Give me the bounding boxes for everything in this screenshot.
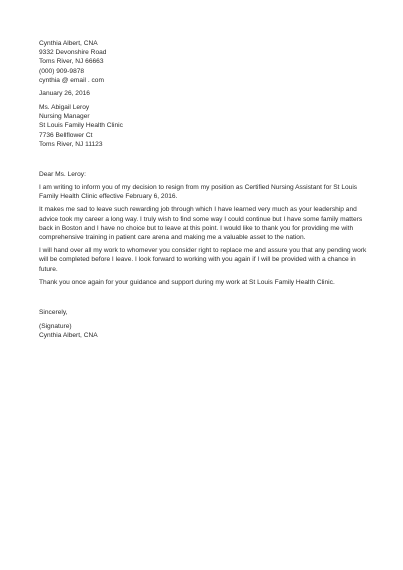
recipient-city: Toms River, NJ 11123	[39, 140, 103, 148]
sender-email: cynthia @ email . com	[39, 76, 104, 84]
recipient-organization: St Louis Family Health Clinic	[39, 122, 123, 130]
sender-name: Cynthia Albert, CNA	[39, 40, 98, 47]
body-paragraph: Thank you once again for your guidance and support during my work at St Louis Family Health Clinic.	[39, 278, 335, 286]
signature-label: (Signature)	[39, 323, 72, 330]
letter-date	[39, 89, 369, 98]
closing-text: Sincerely,	[39, 309, 68, 316]
body-paragraph: It makes me sad to leave such rewarding job through which I have learned very much as your leadership and advice took my career a long way. I truly wish to find some way I could continue but I have some family matters back in Boston and I have no choice but to leave at this point. I would like to thank you for providing me with comprehensive training in patient care arena and making me a valuable asset to the nation.	[39, 206, 363, 242]
date-text: January 26, 2016	[39, 90, 90, 97]
body-paragraph: I will hand over all my work to whomever you consider right to replace me and assure you that any pending work will be completed before I leave. I look forward to working with you again if I will be provided with a chance in future.	[39, 247, 367, 273]
recipient-name: Ms. Abigail Leroy	[39, 104, 90, 111]
sender-city: Toms River, NJ 66663	[39, 58, 104, 66]
letter-body	[39, 183, 369, 291]
sender-phone: (000) 909-9878	[39, 67, 85, 75]
recipient-street: 7736 Bellflower Ct	[39, 131, 93, 139]
closing	[39, 308, 369, 317]
salutation	[39, 170, 369, 179]
sender-address-block	[39, 39, 369, 85]
body-paragraph: I am writing to inform you of my decision to resign from my position as Certified Nursing Assistant for St Louis Family Health Clinic effective February 6, 2016.	[39, 184, 358, 201]
signature-name: Cynthia Albert, CNA	[39, 332, 98, 340]
recipient-title: Nursing Manager	[39, 113, 90, 121]
signature-block	[39, 322, 369, 340]
salutation-text: Dear Ms. Leroy:	[39, 171, 86, 178]
sender-street: 9332 Devonshire Road	[39, 49, 107, 57]
recipient-address-block	[39, 103, 369, 149]
